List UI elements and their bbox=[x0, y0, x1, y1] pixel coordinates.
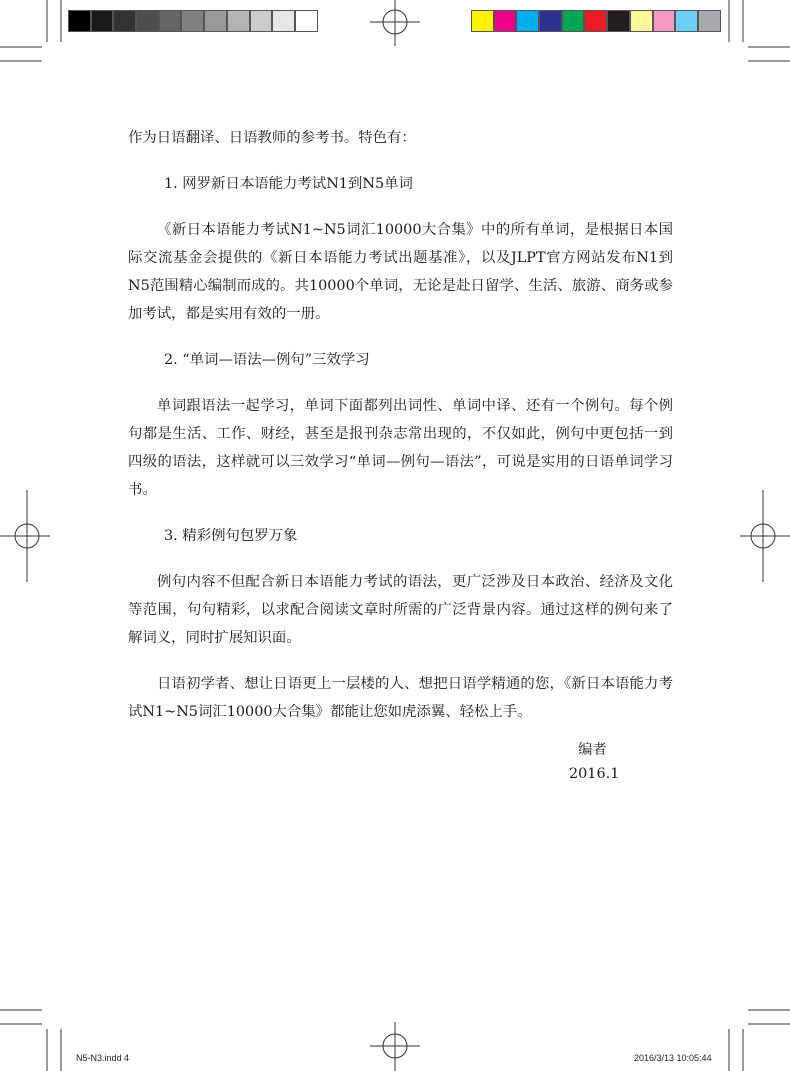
registration-mark-top bbox=[370, 0, 420, 46]
color-swatch bbox=[494, 10, 517, 32]
registration-mark-right bbox=[740, 490, 790, 582]
page-body bbox=[128, 124, 673, 744]
color-swatch bbox=[295, 10, 318, 32]
section-heading: 3. 精彩例句包罗万象 bbox=[164, 528, 298, 544]
closing-paragraph: 日语初学者、想让日语更上一层楼的人、想把日语学精通的您，《新日本语能力考试N1~N5词汇10000大合集》都能让您如虎添翼、轻松上手。 bbox=[128, 676, 673, 720]
color-swatch bbox=[675, 10, 698, 32]
color-swatch bbox=[584, 10, 607, 32]
color-swatch bbox=[607, 10, 630, 32]
color-swatch bbox=[113, 10, 136, 32]
color-swatch bbox=[471, 10, 494, 32]
footer-filename: N5-N3.indd 4 bbox=[76, 1053, 130, 1063]
intro-line: 作为日语翻译、日语教师的参考书。特色有： bbox=[128, 130, 416, 146]
process-color-bar bbox=[471, 10, 721, 32]
color-swatch bbox=[698, 10, 721, 32]
color-swatch bbox=[516, 10, 539, 32]
color-swatch bbox=[68, 10, 91, 32]
section-heading: 2. “单词—语法—例句”三效学习 bbox=[164, 352, 370, 368]
color-swatch bbox=[181, 10, 204, 32]
color-swatch bbox=[272, 10, 295, 32]
registration-mark-left bbox=[0, 490, 50, 582]
color-swatch bbox=[562, 10, 585, 32]
color-swatch bbox=[159, 10, 182, 32]
color-swatch bbox=[227, 10, 250, 32]
registration-mark-bottom bbox=[370, 1022, 420, 1071]
color-swatch bbox=[250, 10, 273, 32]
color-swatch bbox=[630, 10, 653, 32]
section-paragraph: 例句内容不但配合新日本语能力考试的语法，更广泛涉及日本政治、经济及文化等范围，句句精彩，以求配合阅读文章时所需的广泛背景内容。通过这样的例句来了解词义，同时扩展知识面。 bbox=[128, 574, 673, 646]
signature-author: 编者 bbox=[578, 742, 607, 758]
section-paragraph: 单词跟语法一起学习，单词下面都列出词性、单词中译、还有一个例句。每个例句都是生活、工作、财经，甚至是报刊杂志常出现的，不仅如此，例句中更包括一到四级的语法，这样就可以三效学习“单词—例句—语法”，可说是实用的日语单词学习书。 bbox=[128, 398, 673, 498]
signature-date: 2016.1 bbox=[569, 766, 620, 782]
color-swatch bbox=[653, 10, 676, 32]
section-paragraph: 《新日本语能力考试N1~N5词汇10000大合集》中的所有单词，是根据日本国际交流基金会提供的《新日本语能力考试出题基准》，以及JLPT官方网站发布N1到N5范围精心编制而成的。共10000个单词，无论是赴日留学、生活、旅游、商务或参加考试，都是实用有效的一册。 bbox=[128, 222, 673, 322]
footer-timestamp: 2016/3/13 10:05:44 bbox=[634, 1053, 712, 1063]
section-heading: 1. 网罗新日本语能力考试N1到N5单词 bbox=[164, 176, 413, 192]
grayscale-color-bar bbox=[68, 10, 318, 32]
color-swatch bbox=[91, 10, 114, 32]
color-swatch bbox=[539, 10, 562, 32]
color-swatch bbox=[204, 10, 227, 32]
color-swatch bbox=[136, 10, 159, 32]
